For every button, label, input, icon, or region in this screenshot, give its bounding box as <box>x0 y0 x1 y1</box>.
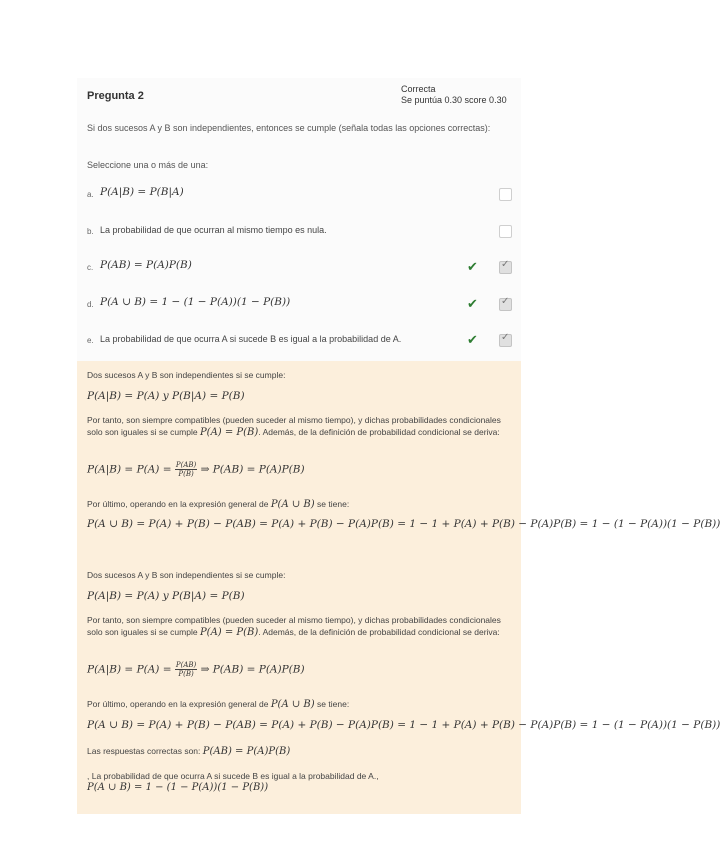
option-text: La probabilidad de que ocurran al mismo tiempo es nula. <box>100 225 327 235</box>
feedback-paragraph <box>87 614 515 639</box>
option-text: P(A ∪ B) = 1 − (1 − P(A))(1 − P(B)) <box>100 296 291 308</box>
question-status-info <box>401 84 507 106</box>
feedback-union-intro <box>87 498 515 511</box>
question-card <box>77 78 720 814</box>
option-text: La probabilidad de que ocurra A si sucede B es igual a la probabilidad de A. <box>100 334 402 344</box>
feedback-eq-conditional: P(A|B) = P(A) y P(B|A) = P(B) <box>87 390 245 402</box>
correct-answers <box>87 745 515 758</box>
option-letter: c. <box>87 263 94 272</box>
option-text: P(A|B) = P(B|A) <box>100 186 184 198</box>
eq-fraction <box>175 461 197 478</box>
feedback-paragraph-text: Por tanto, son siempre compatibles (pueden suceder al mismo tiempo), y dichas probabilidades condicionales solo son iguales si se cumple <box>87 615 501 637</box>
eq-lhs: P(A|B) = P(A) = <box>87 463 172 476</box>
eq-denominator: P(B) <box>178 670 194 678</box>
feedback-paragraph <box>87 414 515 439</box>
eq-numerator: P(AB) <box>175 461 197 469</box>
union-expr: P(A ∪ B) <box>270 499 315 510</box>
correct-answer-3: P(A ∪ B) = 1 − (1 − P(A))(1 − P(B)) <box>87 782 269 793</box>
score-label: Se puntúa 0.30 score 0.30 <box>401 95 507 105</box>
option-d[interactable] <box>87 296 511 314</box>
option-b[interactable] <box>87 223 511 241</box>
feedback-paragraph-math: P(A) = P(B) <box>199 427 259 438</box>
status-label: Correcta <box>401 84 436 94</box>
feedback-union-intro <box>87 698 515 711</box>
union-expr: P(A ∪ B) <box>270 699 315 710</box>
feedback-paragraph-tail: . Además, de la definición de probabilidad condicional se deriva: <box>258 427 500 437</box>
correct-answer-2: , La probabilidad de que ocurra A si sucede B es igual a la probabilidad de A., <box>87 771 379 781</box>
option-checkbox[interactable] <box>499 261 512 274</box>
option-text: P(AB) = P(A)P(B) <box>100 259 192 271</box>
question-title: Pregunta 2 <box>87 90 144 102</box>
option-c[interactable] <box>87 259 511 277</box>
correct-answers-label: Las respuestas correctas son: <box>87 746 201 756</box>
feedback-intro: Dos sucesos A y B son independientes si se cumple: <box>87 570 286 580</box>
eq-numerator: P(AB) <box>175 661 197 669</box>
feedback-paragraph-math: P(A) = P(B) <box>199 627 259 638</box>
feedback-paragraph-text: Por tanto, son siempre compatibles (pueden suceder al mismo tiempo), y dichas probabilidades condicionales solo son iguales si se cumple <box>87 415 501 437</box>
eq-denominator: P(B) <box>178 470 194 478</box>
correct-answer-1: P(AB) = P(A)P(B) <box>202 746 291 757</box>
union-text: Por último, operando en la expresión general de <box>87 499 269 509</box>
option-checkbox[interactable] <box>499 188 512 201</box>
feedback-eq-conditional: P(A|B) = P(A) y P(B|A) = P(B) <box>87 590 245 602</box>
correct-check-icon: ✔ <box>467 332 478 347</box>
feedback-eq-union: P(A ∪ B) = P(A) + P(B) − P(AB) = P(A) + P(B) − P(A)P(B) = 1 − 1 + P(A) + P(B) − P(A)P(B) = 1 − (1 − P(A))(1 − P(B)) <box>87 719 720 731</box>
question-header <box>87 84 511 118</box>
option-e[interactable] <box>87 332 511 350</box>
eq-rhs: ⇒ P(AB) = P(A)P(B) <box>200 463 305 476</box>
eq-rhs: ⇒ P(AB) = P(A)P(B) <box>200 663 305 676</box>
option-letter: a. <box>87 190 94 199</box>
correct-check-icon: ✔ <box>467 296 478 311</box>
option-checkbox[interactable] <box>499 298 512 311</box>
feedback-panel <box>77 361 720 814</box>
option-letter: b. <box>87 227 94 236</box>
feedback-intro: Dos sucesos A y B son independientes si se cumple: <box>87 370 286 380</box>
eq-lhs: P(A|B) = P(A) = <box>87 663 172 676</box>
union-tail: se tiene: <box>317 699 350 709</box>
option-letter: d. <box>87 300 94 309</box>
option-checkbox[interactable] <box>499 225 512 238</box>
union-text: Por último, operando en la expresión general de <box>87 699 269 709</box>
option-letter: e. <box>87 336 94 345</box>
option-a[interactable] <box>87 186 511 204</box>
feedback-eq-union: P(A ∪ B) = P(A) + P(B) − P(AB) = P(A) + P(B) − P(A)P(B) = 1 − 1 + P(A) + P(B) − P(A)P(B) = 1 − (1 − P(A))(1 − P(B)) <box>87 518 720 530</box>
option-checkbox[interactable] <box>499 334 512 347</box>
question-text: Si dos sucesos A y B son independientes, entonces se cumple (señala todas las opciones correctas): <box>87 123 491 133</box>
eq-fraction <box>175 661 197 678</box>
correct-check-icon: ✔ <box>467 259 478 274</box>
feedback-eq-derivation <box>87 461 515 478</box>
feedback-paragraph-tail: . Además, de la definición de probabilidad condicional se deriva: <box>258 627 500 637</box>
feedback-eq-derivation <box>87 661 515 678</box>
union-tail: se tiene: <box>317 499 350 509</box>
select-prompt: Seleccione una o más de una: <box>87 160 209 170</box>
